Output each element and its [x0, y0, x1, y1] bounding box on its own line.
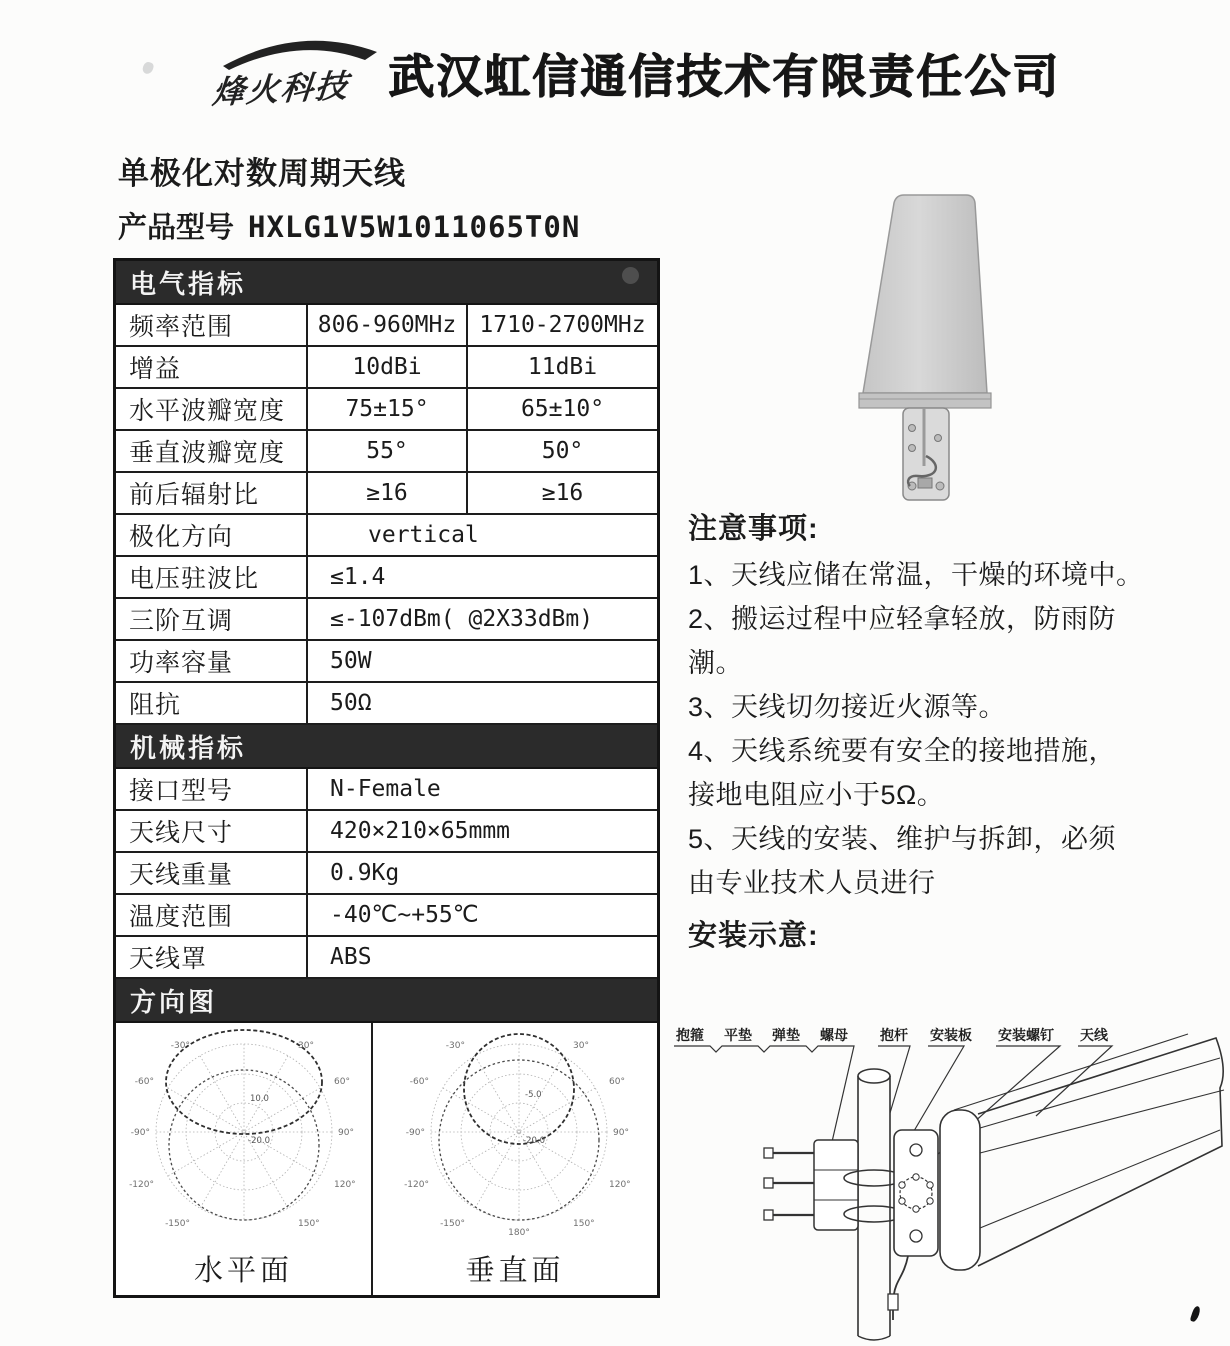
- svg-text:120°: 120°: [334, 1180, 356, 1190]
- scan-artifact-circle: [622, 267, 639, 284]
- spec-row-im3: [116, 599, 657, 641]
- spec-value: 50W: [330, 648, 372, 674]
- spec-label: 接口型号: [116, 769, 308, 809]
- scan-smudge: [141, 61, 155, 76]
- spec-label: 电压驻波比: [116, 557, 308, 597]
- spec-value-band2: 1710-2700MHz: [479, 312, 646, 338]
- angle-labels: [404, 1041, 631, 1238]
- logo-text: 烽火科技: [210, 66, 351, 112]
- spec-value-band2: ≥16: [541, 480, 584, 506]
- svg-text:-120°: -120°: [404, 1180, 429, 1190]
- spec-row-gain: [116, 347, 657, 389]
- part-label-springwasher: 弹垫: [772, 1028, 800, 1044]
- pattern-plots: [116, 1023, 657, 1295]
- spec-row-temperature: [116, 895, 657, 937]
- part-label-clamp: 抱箍: [676, 1028, 704, 1044]
- svg-text:90°: 90°: [338, 1128, 354, 1138]
- section-header-electrical: [116, 261, 657, 305]
- svg-text:10.0: 10.0: [250, 1094, 269, 1104]
- spec-value: 420×210×65mmm: [330, 818, 511, 844]
- spec-value-band1: ≥16: [308, 473, 468, 513]
- spec-row-vswr: [116, 557, 657, 599]
- label-leader-lines: [674, 1046, 1112, 1170]
- pole: [858, 1069, 890, 1340]
- scale-labels: [248, 1094, 270, 1146]
- spec-label: 频率范围: [116, 305, 308, 345]
- svg-text:-60°: -60°: [409, 1077, 429, 1087]
- company-logo: [205, 36, 390, 116]
- note-line: 2、搬运过程中应轻拿轻放，防雨防: [688, 604, 1117, 634]
- svg-text:30°: 30°: [298, 1041, 314, 1051]
- spec-value: ABS: [330, 944, 372, 970]
- spec-value-band2: 65±10°: [520, 396, 605, 422]
- install-heading: 安装示意:: [688, 920, 819, 952]
- spec-label: 垂直波瓣宽度: [116, 431, 308, 471]
- horizontal-pattern-plot: [124, 1027, 364, 1247]
- spec-value: ≤1.4: [330, 564, 386, 590]
- spec-value: N-Female: [330, 776, 441, 802]
- note-line: 5、天线的安装、维护与拆卸，必须: [688, 824, 1117, 854]
- spec-label: 三阶互调: [116, 599, 308, 639]
- cable-connector: [918, 478, 932, 488]
- spec-label: 前后辐射比: [116, 473, 308, 513]
- spec-value-band1: 10dBi: [308, 347, 468, 387]
- part-label-flatwasher: 平垫: [724, 1028, 752, 1044]
- polar-grid: [431, 1044, 607, 1220]
- svg-text:60°: 60°: [609, 1077, 625, 1087]
- spec-label: 水平波瓣宽度: [116, 389, 308, 429]
- svg-text:90°: 90°: [613, 1128, 629, 1138]
- part-label-nut: 螺母: [820, 1028, 848, 1044]
- spec-value-band2: 11dBi: [527, 354, 598, 380]
- spec-label: 天线尺寸: [116, 811, 308, 851]
- svg-text:60°: 60°: [334, 1077, 350, 1087]
- spec-value: 0.9Kg: [330, 860, 400, 886]
- svg-text:-30°: -30°: [445, 1041, 465, 1051]
- angle-labels: [129, 1041, 356, 1229]
- part-label-plate: 安装板: [930, 1028, 972, 1044]
- spec-value-band1: 55°: [308, 431, 468, 471]
- svg-text:-60°: -60°: [134, 1077, 154, 1087]
- spec-row-polarization: [116, 515, 657, 557]
- spec-row-dimensions: [116, 811, 657, 853]
- install-diagram-drawing: [668, 1018, 1230, 1346]
- spec-row-impedance: [116, 683, 657, 725]
- spec-label: 阻抗: [116, 683, 308, 723]
- svg-text:-90°: -90°: [130, 1128, 150, 1138]
- spec-table: [113, 258, 660, 1298]
- vertical-pattern-plot: [399, 1027, 639, 1247]
- spec-value: ≤-107dBm( @2X33dBm): [330, 606, 594, 632]
- horizontal-plane-caption: 水平面: [193, 1255, 293, 1287]
- svg-text:150°: 150°: [298, 1219, 320, 1229]
- svg-text:180°: 180°: [508, 1228, 530, 1238]
- company-name: 武汉虹信通信技术有限责任公司: [388, 50, 1060, 102]
- spec-label: 天线罩: [116, 937, 308, 977]
- part-label-pole: 抱杆: [880, 1028, 908, 1044]
- svg-text:-20.0: -20.0: [248, 1136, 270, 1146]
- svg-text:-20.0: -20.0: [523, 1136, 545, 1146]
- svg-text:120°: 120°: [609, 1180, 631, 1190]
- radome-skirt: [859, 393, 991, 408]
- section-header-mechanical-label: 机械指标: [130, 732, 247, 763]
- spec-label: 温度范围: [116, 895, 308, 935]
- spec-value-band2: 50°: [541, 438, 584, 464]
- svg-text:-150°: -150°: [440, 1219, 465, 1229]
- section-header-electrical-label: 电气指标: [130, 268, 247, 299]
- spec-row-fbratio: [116, 473, 657, 515]
- pole-clamp: [764, 1140, 858, 1230]
- spec-value: -40℃~+55℃: [330, 902, 479, 928]
- svg-text:-120°: -120°: [129, 1180, 154, 1190]
- svg-text:-5.0: -5.0: [525, 1090, 542, 1100]
- scale-labels: [523, 1090, 545, 1146]
- spec-label: 增益: [116, 347, 308, 387]
- spec-row-weight: [116, 853, 657, 895]
- spec-value-band1: 806-960MHz: [308, 305, 468, 345]
- antenna-product-photo: [850, 186, 1020, 521]
- note-line: 3、天线切勿接近火源等。: [688, 692, 1007, 722]
- product-title: 单极化对数周期天线: [118, 156, 406, 191]
- vertical-plane-cell: [373, 1023, 657, 1295]
- spec-value: 50Ω: [330, 690, 372, 716]
- horizontal-plane-cell: [116, 1023, 373, 1295]
- spec-label: 极化方向: [116, 515, 308, 555]
- product-model-line: [118, 205, 580, 246]
- note-line: 1、天线应储在常温，干燥的环境中。: [688, 560, 1144, 590]
- antenna-body: [940, 1034, 1224, 1270]
- svg-text:-30°: -30°: [170, 1041, 190, 1051]
- note-line: 由专业技术人员进行: [688, 868, 936, 898]
- vertical-plane-caption: 垂直面: [465, 1255, 565, 1287]
- note-line: 潮。: [688, 648, 743, 678]
- polar-grid: [156, 1044, 332, 1220]
- part-label-screw: 安装螺钉: [998, 1028, 1054, 1044]
- section-header-mechanical: [116, 725, 657, 769]
- spec-value: vertical: [368, 522, 479, 548]
- svg-text:-90°: -90°: [405, 1128, 425, 1138]
- model-value: HXLG1V5W1011065T0N: [248, 210, 581, 244]
- model-label: 产品型号: [118, 212, 235, 244]
- section-header-pattern-label: 方向图: [130, 986, 218, 1017]
- radome-shape: [863, 195, 987, 393]
- notes-heading: 注意事项:: [688, 513, 819, 545]
- install-diagram: [668, 1018, 1230, 1346]
- spec-value-band1: 75±15°: [308, 389, 468, 429]
- feed-cable: [888, 1256, 908, 1320]
- note-line: 接地电阻应小于5Ω。: [688, 780, 945, 810]
- spec-row-hbeamwidth: [116, 389, 657, 431]
- svg-text:-150°: -150°: [165, 1219, 190, 1229]
- install-part-labels: [675, 1027, 1109, 1044]
- notes-section: [688, 506, 1218, 960]
- spec-row-vbeamwidth: [116, 431, 657, 473]
- spec-label: 天线重量: [116, 853, 308, 893]
- spec-row-frequency: [116, 305, 657, 347]
- spec-row-radome: [116, 937, 657, 979]
- spec-label: 功率容量: [116, 641, 308, 681]
- antenna-photo-drawing: [850, 186, 1020, 516]
- note-line: 4、天线系统要有安全的接地措施，: [688, 736, 1117, 766]
- spec-row-power: [116, 641, 657, 683]
- spec-row-connector: [116, 769, 657, 811]
- svg-text:30°: 30°: [573, 1041, 589, 1051]
- part-label-antenna: 天线: [1080, 1028, 1108, 1044]
- section-header-pattern: [116, 979, 657, 1023]
- svg-text:150°: 150°: [573, 1219, 595, 1229]
- mounting-plate: [894, 1130, 938, 1256]
